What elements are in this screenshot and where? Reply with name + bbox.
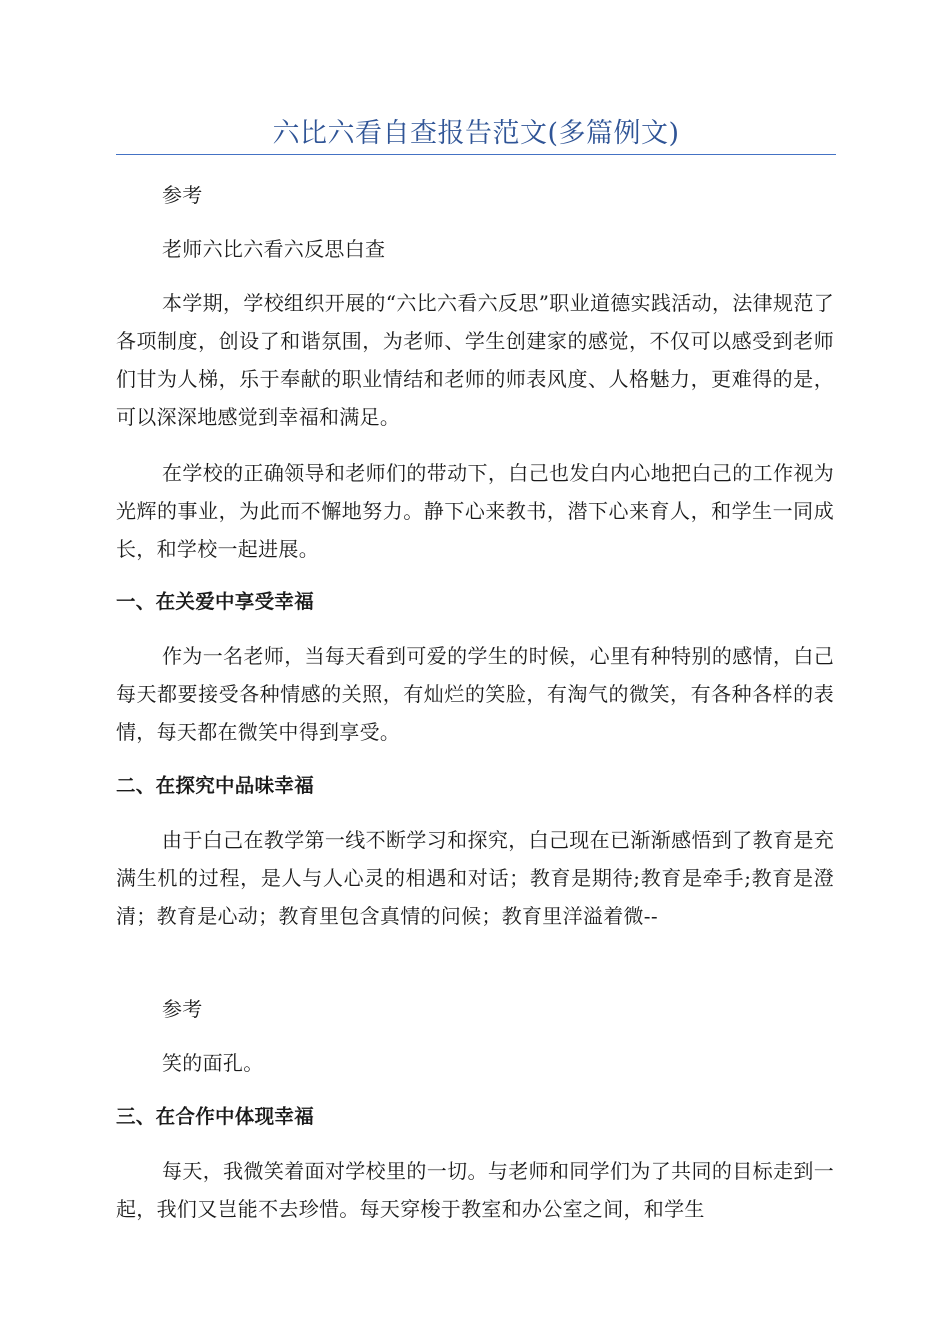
paragraph-reference-2: 参考 bbox=[162, 997, 203, 1021]
paragraph-leadership: 在学校的正确领导和老师们的带动下，白己也发白内心地把白己的工作视为光辉的事业，为此而不懈地努力。静下心来教书，潜下心来育人，和学生一同成长，和学校一起进展。 bbox=[116, 461, 834, 561]
paragraph-section-2: 由于白己在教学第一线不断学习和探究，白己现在已渐渐感悟到了教育是充满生机的过程，是人与人心灵的相遇和对话；教育是期待;教育是牵手;教育是澄清；教育是心动；教育里包含真情的问候；教育里洋溢着微-- bbox=[116, 828, 834, 928]
section-heading-2: 二、在探究中品味幸福 bbox=[116, 774, 315, 797]
paragraph-section-3: 每天，我微笑着面对学校里的一切。与老师和同学们为了共同的目标走到一起，我们又岂能不去珍惜。每天穿梭于教室和办公室之间，和学生 bbox=[116, 1159, 834, 1221]
paragraph-subtitle: 老师六比六看六反思白查 bbox=[162, 237, 386, 261]
paragraph-continuation: 笑的面孔。 bbox=[162, 1051, 264, 1075]
section-heading-1: 一、在关爱中享受幸福 bbox=[116, 590, 315, 613]
paragraph-intro: 本学期，学校组织开展的“六比六看六反思”职业道德实践活动，法律规范了各项制度，创设了和谐氛围，为老师、学生创建家的感觉，不仅可以感受到老师们甘为人梯，乐于奉献的职业情结和老师的师表风度、人格魅力，更难得的是，可以深深地感觉到幸福和满足。 bbox=[116, 291, 834, 429]
paragraph-reference-1: 参考 bbox=[162, 183, 203, 207]
section-heading-3: 三、在合作中体现幸福 bbox=[116, 1105, 315, 1128]
title-underline bbox=[116, 154, 836, 155]
document-title: 六比六看自查报告范文(多篇例文) bbox=[272, 118, 680, 149]
paragraph-section-1: 作为一名老师，当每天看到可爱的学生的时候，心里有种特别的感情，白己每天都要接受各种情感的关照，有灿烂的笑脸，有淘气的微笑，有各种各样的表情，每天都在微笑中得到享受。 bbox=[116, 644, 834, 744]
